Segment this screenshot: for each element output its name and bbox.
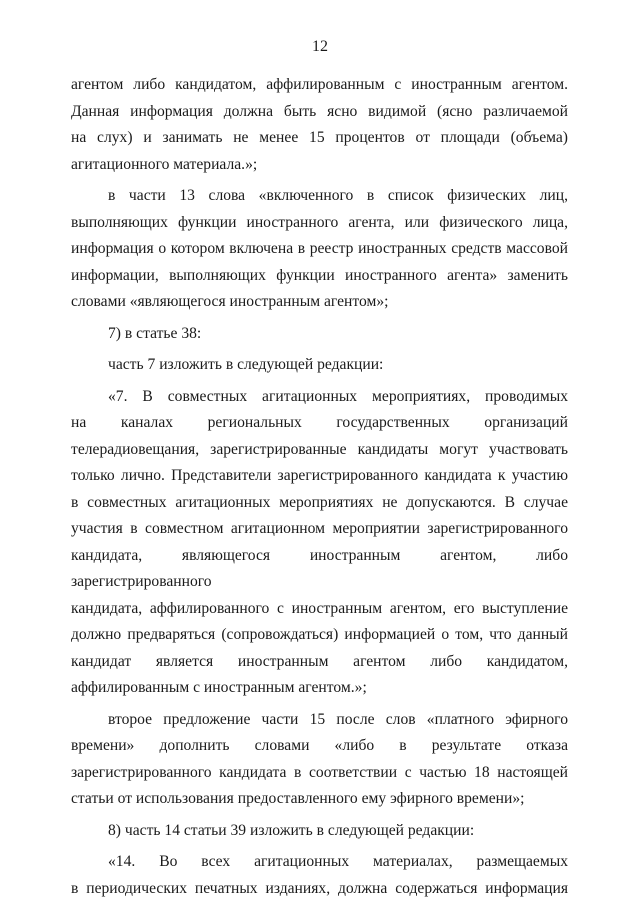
text-line: словами «являющегося иностранным агентом»; — [71, 293, 389, 310]
text-line: часть 7 изложить в следующей редакции: — [108, 356, 384, 373]
text-line: участия в совместном агитационном мероприятии зарегистрированного — [71, 520, 568, 537]
paragraph-part-13 — [71, 183, 568, 316]
text-line: 7) в статье 38: — [108, 324, 202, 342]
text-line: кандидат является иностранным агентом либо кандидатом, — [71, 652, 568, 670]
text-line: информации, выполняющих функции иностранного агента» заменить — [71, 266, 568, 284]
text-line: информация о котором включена в реестр иностранных средств массовой — [71, 240, 568, 257]
text-line: «14. Во всех агитационных материалах, размещаемых — [108, 853, 568, 870]
text-line: второе предложение части 15 после слов «платного эфирного — [108, 710, 568, 728]
text-line: в части 13 слова «включенного в список физических лиц, — [108, 187, 568, 204]
text-line: кандидата, аффилированного с иностранным агентом, его выступление — [71, 599, 568, 617]
text-line: в периодических печатных изданиях, должна содержаться информация — [71, 879, 568, 897]
paragraph-part-7-intro — [71, 352, 568, 379]
text-line: в совместных агитационных мероприятиях не допускаются. В случае — [71, 493, 568, 511]
paragraph-part-7-text — [71, 384, 568, 702]
text-line: агитационного материала.»; — [71, 155, 258, 173]
paragraph-article-39 — [71, 818, 568, 845]
text-line: кандидата, являющегося иностранным агентом, либо зарегистрированного — [71, 546, 568, 590]
paragraph-part-14-text — [71, 849, 568, 902]
text-line: статьи от использования предоставленного ему эфирного времени»; — [71, 790, 525, 807]
text-line: должно предваряться (сопровождаться) информацией о том, что данный — [71, 626, 568, 643]
text-line: только лично. Представители зарегистрированного кандидата к участию — [71, 467, 568, 484]
text-line: на слух) и занимать не менее 15 процентов от площади (объема) — [71, 129, 568, 146]
text-line: на каналах региональных государственных организаций — [71, 414, 568, 431]
paragraph-part-15 — [71, 707, 568, 813]
text-line: Данная информация должна быть ясно видимой (ясно различаемой — [71, 102, 568, 120]
text-line: телерадиовещания, зарегистрированные кандидаты могут участвовать — [71, 440, 568, 458]
paragraph-continuation — [71, 72, 568, 178]
text-line: аффилированным с иностранным агентом.»; — [71, 679, 367, 696]
text-line: «7. В совместных агитационных мероприятиях, проводимых — [108, 387, 568, 405]
page-number: 12 — [312, 38, 328, 55]
paragraph-article-38 — [71, 321, 568, 348]
text-line: агентом либо кандидатом, аффилированным с иностранным агентом. — [71, 76, 568, 93]
text-line: времени» дополнить словами «либо в результате отказа — [71, 737, 568, 754]
text-line: 8) часть 14 статьи 39 изложить в следующей редакции: — [108, 821, 475, 839]
text-line: выполняющих функции иностранного агента, или физического лица, — [71, 213, 568, 231]
document-body — [71, 72, 568, 902]
text-line: зарегистрированного кандидата в соответствии с частью 18 настоящей — [71, 763, 568, 781]
